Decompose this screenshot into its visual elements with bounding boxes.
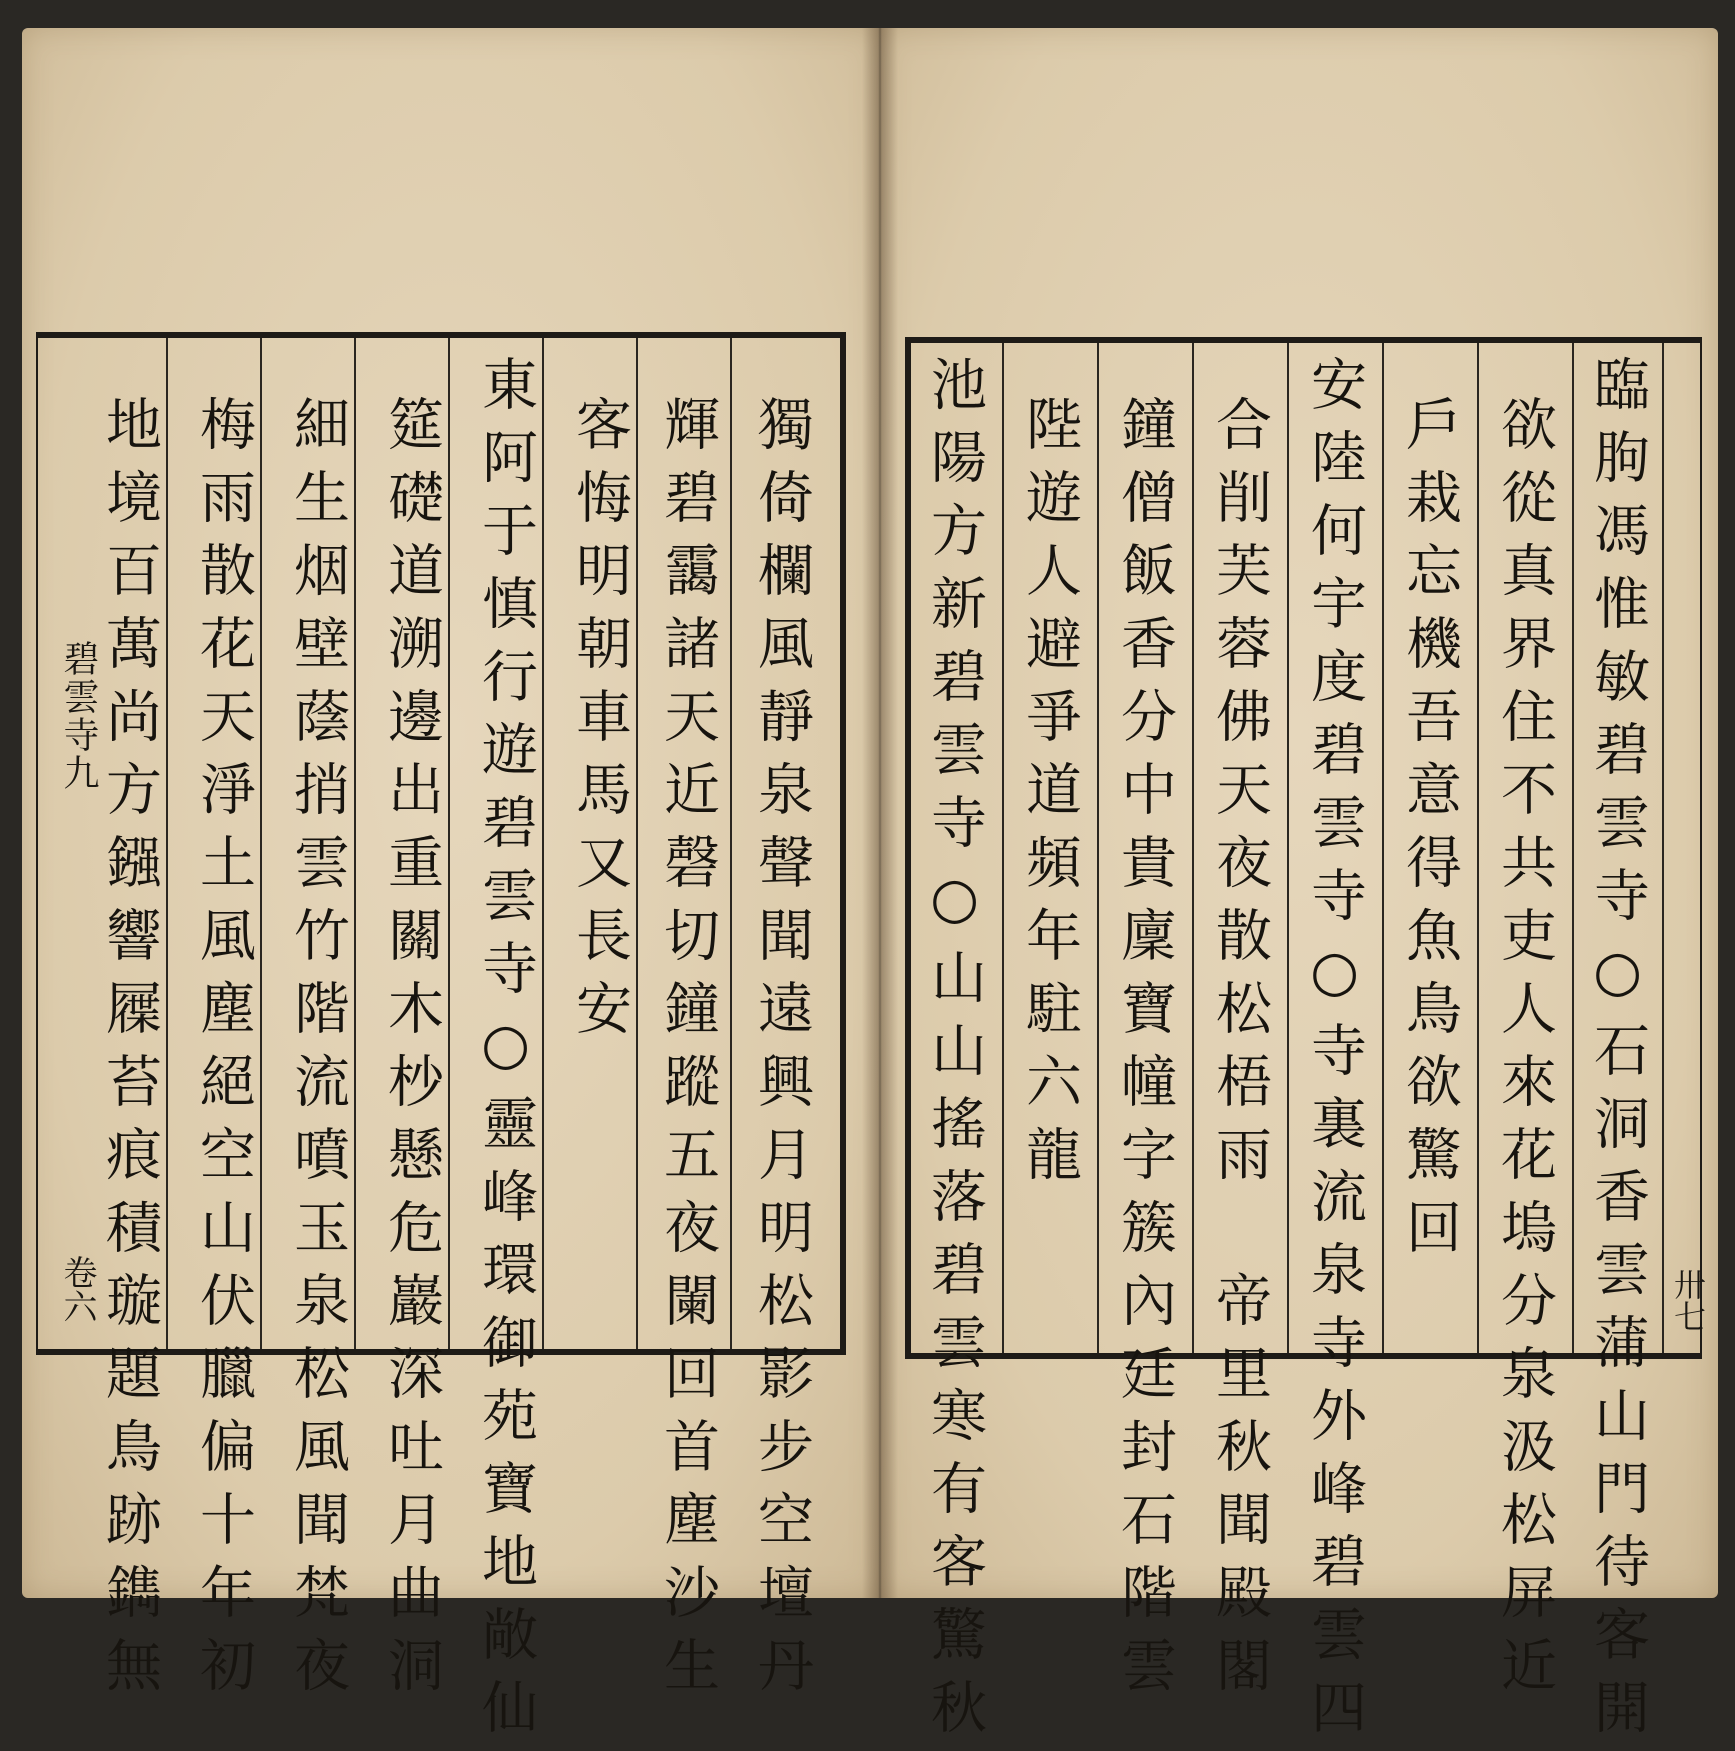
margin-title: 碧雲寺九 — [58, 640, 99, 792]
text-column: 陛遊人避爭道頻年駐六龍 — [1017, 395, 1082, 1198]
column-rule — [166, 338, 168, 1349]
text-column: 東阿于慎行遊碧雲寺○靈峰環御苑寶地敞仙 — [473, 355, 538, 1751]
column-rule — [542, 338, 544, 1349]
text-column: 欲從真界住不共吏人來花塢分泉汲松屏近 — [1492, 395, 1557, 1709]
text-column: 梅雨散花天淨土風塵絕空山伏臘偏十年初 — [191, 395, 256, 1709]
column-rule — [260, 338, 262, 1349]
column-rule — [1382, 343, 1384, 1353]
text-column: 輝碧靄諸天近磬切鐘蹤五夜闌回首塵沙生 — [655, 395, 720, 1709]
text-column: 細生烟壁蔭捎雲竹階流噴玉泉松風聞梵夜 — [285, 395, 350, 1709]
text-column: 戶栽忘機吾意得魚鳥欲驚回 — [1397, 395, 1462, 1271]
text-column: 臨朐馮惟敏碧雲寺○石洞香雲蒲山門待客開 — [1585, 355, 1650, 1751]
column-rule — [730, 338, 732, 1349]
book-gutter — [862, 28, 898, 1598]
column-rule — [1572, 343, 1574, 1353]
text-column: 地境百萬尚方鏹響屧苔痕積璇題鳥跡鐫無 — [97, 395, 162, 1709]
column-rule — [1662, 343, 1664, 1353]
column-rule — [1477, 343, 1479, 1353]
column-rule — [636, 338, 638, 1349]
column-rule — [1192, 343, 1194, 1353]
page-number: 卅七 — [1669, 1268, 1707, 1332]
text-column: 池陽方新碧雲寺○山山搖落碧雲寒有客驚秋 — [922, 355, 987, 1751]
column-rule — [1287, 343, 1289, 1353]
column-rule — [1097, 343, 1099, 1353]
text-column: 客悔明朝車馬又長安 — [567, 395, 632, 1052]
text-column: 鐘僧飯香分中貴廩寶幢字簇內廷封石階雲 — [1112, 395, 1177, 1709]
text-column: 合削芙蓉佛天夜散松梧雨 帝里秋聞殿閣 — [1207, 395, 1272, 1709]
column-rule — [448, 338, 450, 1349]
column-rule — [1002, 343, 1004, 1353]
volume-label: 卷六 — [57, 1255, 97, 1323]
text-column: 筵礎道溯邊出重關木杪懸危巖深吐月曲洞 — [379, 395, 444, 1709]
text-column: 獨倚欄風靜泉聲聞遠興月明松影步空壇丹 — [749, 395, 814, 1709]
text-column: 安陸何宇度碧雲寺○寺裏流泉寺外峰碧雲四 — [1302, 355, 1367, 1751]
column-rule — [354, 338, 356, 1349]
